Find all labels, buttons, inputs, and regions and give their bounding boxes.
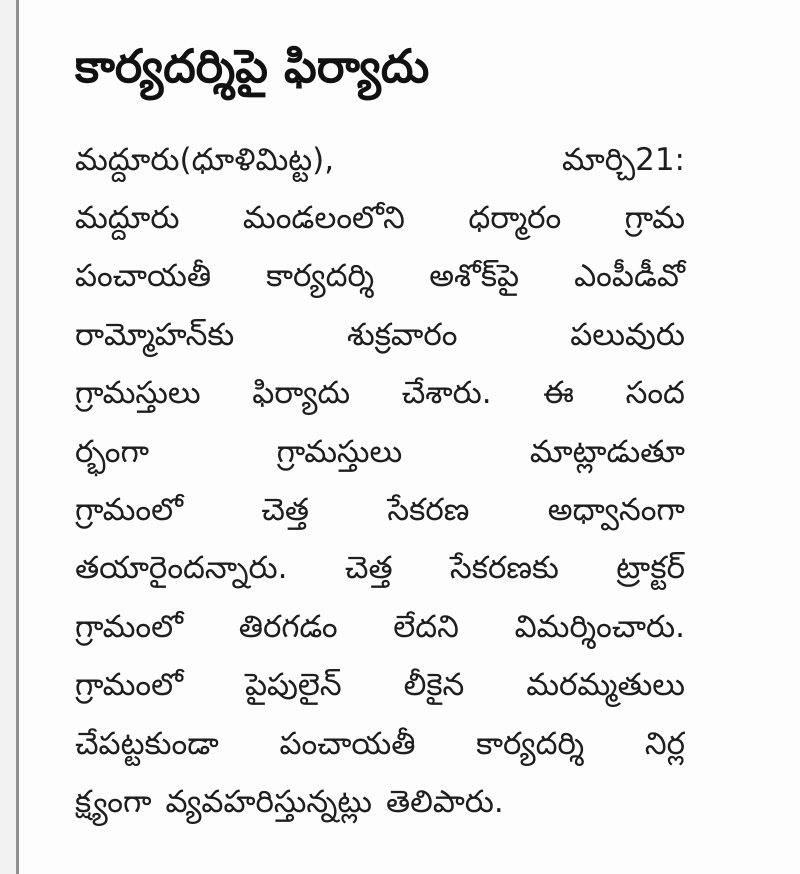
article-word: చేపట్టకుండా	[75, 725, 219, 762]
article-word: మార్చి21:	[562, 141, 685, 178]
article-word: గ్రామంలో	[75, 667, 184, 704]
article-word: మద్దూరు	[75, 200, 180, 237]
article-word: క్ష్యంగా	[75, 783, 152, 820]
column-rule	[16, 0, 19, 874]
article-word: మద్దూరు(ధూళిమిట్ట),	[75, 141, 335, 178]
article-word: సేకరణ	[387, 492, 470, 529]
article-word: చేశారు.	[401, 375, 492, 412]
article-word: గ్రామంలో	[75, 608, 184, 645]
page-edge	[0, 0, 16, 874]
article-word: మరమ్మతులు	[526, 667, 685, 704]
article-line	[75, 251, 685, 309]
article-line	[75, 368, 685, 426]
article-word: పైపులైన్	[244, 667, 342, 704]
article-word: పంచాయతీ	[75, 258, 212, 295]
article-line	[75, 309, 685, 367]
article-line	[75, 718, 685, 776]
article-word: సేకరణకు	[450, 550, 559, 587]
article-body	[75, 134, 685, 835]
article-word: తయారైందన్నారు.	[75, 550, 288, 587]
article-word: గ్రామంలో	[75, 492, 184, 529]
article-line	[75, 426, 685, 484]
article-word: కార్యదర్శి	[266, 258, 375, 295]
article-word: ఈ	[543, 375, 574, 412]
article-word: చెత్త	[344, 550, 393, 587]
article-word: కార్యదర్శి	[476, 725, 585, 762]
cut-off-previous-text	[75, 0, 695, 12]
article-word: మండలంలోని	[242, 200, 405, 237]
article-word: తెలిపారు.	[385, 783, 504, 820]
article-word: రామ్మోహన్‌కు	[75, 316, 235, 353]
article-word: తిరగడం	[238, 608, 338, 645]
article-word: వ్యవహరిస్తున్నట్లు	[165, 783, 372, 820]
article-line	[75, 543, 685, 601]
article-word: గ్రామ	[624, 200, 685, 237]
article-word: సంద	[625, 375, 685, 412]
article-word: గ్రామస్తులు	[75, 375, 201, 412]
article-word: పలువురు	[570, 316, 685, 353]
article-word: నిర్ల	[644, 725, 685, 762]
article-headline: కార్యదర్శిపై ఫిర్యాదు	[75, 39, 430, 93]
article-line	[75, 484, 685, 542]
article-line	[75, 601, 685, 659]
article-word: అధ్వానంగా	[547, 492, 685, 529]
article-word: శుక్రవారం	[346, 316, 458, 353]
article-word: లేదని	[393, 608, 459, 645]
article-word: మాట్లాడుతూ	[529, 433, 685, 470]
article-word: చెత్త	[261, 492, 310, 529]
article-word: గ్రామస్తులు	[276, 433, 403, 470]
article-word: పంచాయతీ	[279, 725, 416, 762]
article-word: లీకైన	[403, 667, 465, 704]
article-word: ఫిర్యాదు	[252, 375, 351, 412]
article-line	[75, 660, 685, 718]
article-line	[75, 776, 685, 834]
article-word: ర్భంగా	[75, 433, 149, 470]
article-word: ధర్మారం	[468, 200, 562, 237]
article-word: విమర్శించారు.	[514, 608, 685, 645]
article-word: ఎంపీడీవో	[574, 258, 685, 295]
cut-off-next-headline	[75, 838, 695, 874]
article-line	[75, 192, 685, 250]
article-word: ట్రాక్టర్	[616, 550, 685, 587]
article-line	[75, 134, 685, 192]
article-word: అశోక్‌పై	[429, 258, 520, 295]
